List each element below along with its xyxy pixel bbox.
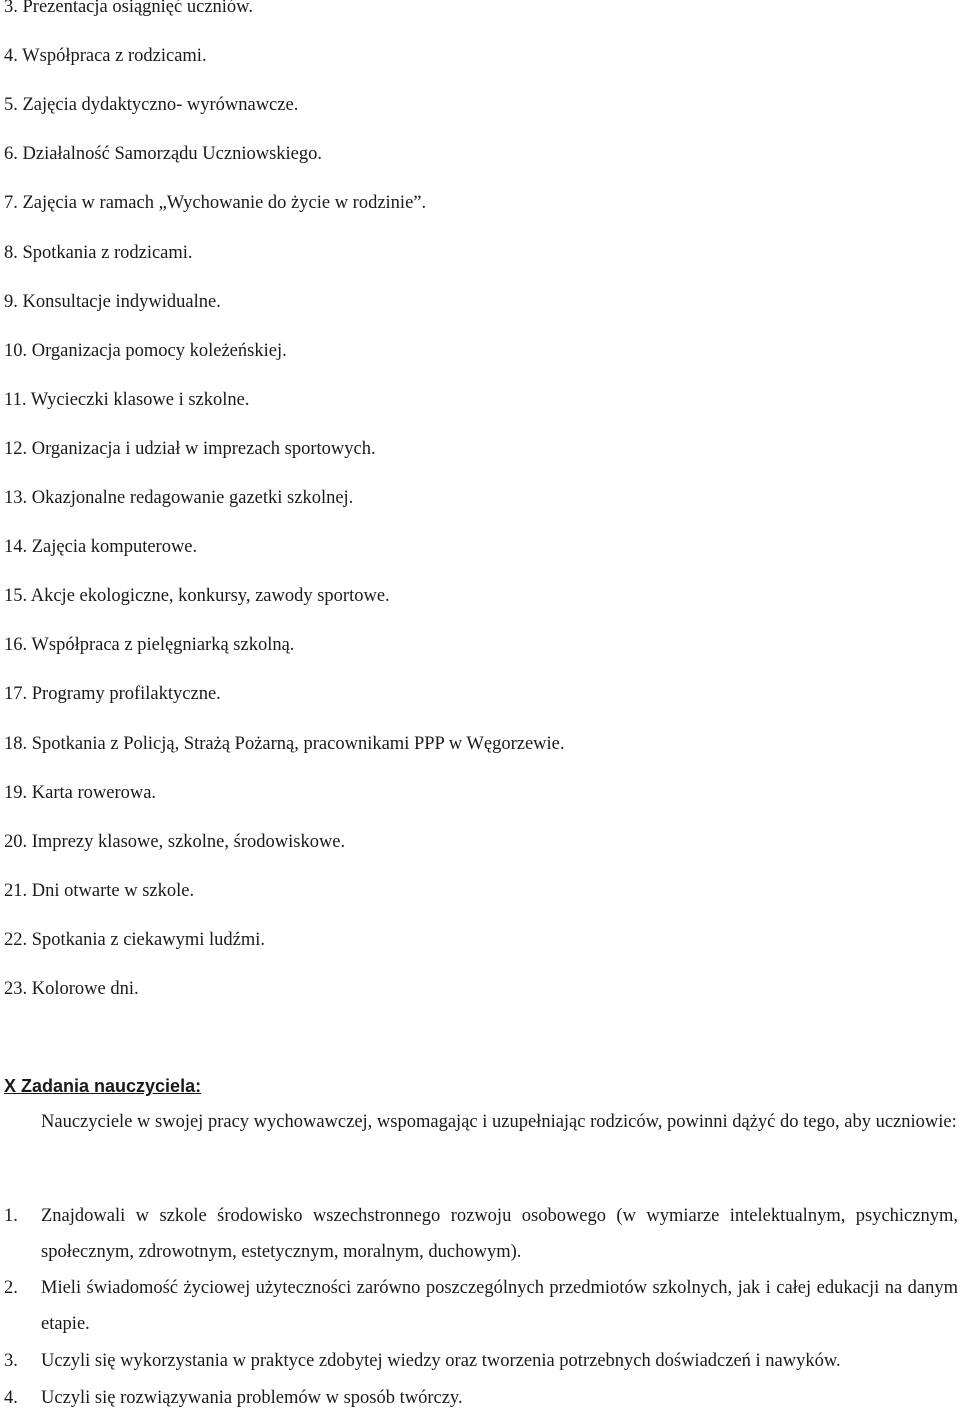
list-item-number: 19. — [4, 782, 28, 803]
list-item-text: Spotkania z ciekawymi ludźmi. — [31, 929, 265, 950]
list-item — [4, 929, 265, 951]
list-item-number: 16. — [4, 635, 28, 656]
list-item-text: Organizacja i udział w imprezach sportowych. — [31, 438, 376, 459]
list-item — [4, 487, 353, 509]
list-item — [4, 978, 139, 1000]
list-item — [4, 242, 193, 264]
list-item-number: 9. — [4, 291, 18, 312]
list-item-text: Zajęcia dydaktyczno- wyrównawcze. — [22, 95, 299, 116]
task-text: Uczyli się rozwiązywania problemów w sposób twórczy. — [41, 1388, 463, 1408]
list-item — [4, 683, 221, 705]
task-number: 4. — [4, 1388, 18, 1408]
list-item — [4, 585, 390, 607]
task-item — [4, 1343, 958, 1379]
list-item — [4, 438, 376, 460]
task-item — [4, 1270, 958, 1342]
list-item-text: Imprezy klasowe, szkolne, środowiskowe. — [31, 831, 346, 852]
list-item-text: Karta rowerowa. — [31, 782, 157, 803]
list-item-number: 18. — [4, 733, 28, 754]
list-item-number: 4. — [4, 46, 18, 67]
list-item-number: 7. — [4, 193, 18, 214]
list-item-number: 17. — [4, 684, 28, 705]
list-item-text: Wycieczki klasowe i szkolne. — [30, 389, 250, 410]
task-text: Znajdowali w szkole środowisko wszechstronnego rozwoju osobowego (w wymiarze intelektualnym, psychicznym, społecznym, zdrowotnym, estetycznym, moralnym, duchowym). — [41, 1206, 958, 1262]
list-item-text: Akcje ekologiczne, konkursy, zawody sportowe. — [30, 586, 390, 607]
list-item — [4, 192, 426, 214]
list-item-text: Programy profilaktyczne. — [31, 684, 221, 705]
list-item-text: Spotkania z rodzicami. — [22, 242, 193, 263]
list-item-number: 15. — [4, 586, 28, 607]
list-item — [4, 45, 207, 67]
list-item — [4, 389, 250, 411]
list-item — [4, 880, 194, 902]
list-item-number: 3. — [4, 0, 18, 17]
list-item-number: 20. — [4, 831, 28, 852]
task-number: 3. — [4, 1351, 18, 1371]
task-text: Uczyli się wykorzystania w praktyce zdobytej wiedzy oraz tworzenia potrzebnych doświadczeń i nawyków. — [41, 1351, 841, 1371]
list-item — [4, 634, 294, 656]
list-item-number: 11. — [4, 389, 27, 410]
list-item-number: 23. — [4, 979, 28, 999]
list-item-text: Dni otwarte w szkole. — [31, 880, 195, 901]
list-item-number: 13. — [4, 488, 28, 508]
list-item — [4, 536, 197, 558]
list-item-number: 10. — [4, 340, 28, 361]
list-item-number: 21. — [4, 880, 28, 901]
list-item-text: Okazjonalne redagowanie gazetki szkolnej. — [31, 488, 354, 508]
task-number: 2. — [4, 1278, 18, 1298]
list-item-number: 22. — [4, 929, 28, 950]
list-item-text: Konsultacje indywidualne. — [22, 291, 221, 312]
list-item — [4, 733, 565, 755]
list-item — [4, 340, 287, 362]
task-item — [4, 1198, 958, 1270]
list-item-number: 5. — [4, 95, 18, 116]
task-text: Mieli świadomość życiowej użyteczności zarówno poszczególnych przedmiotów szkolnych, jak i całej edukacji na danym etapie. — [41, 1278, 958, 1334]
list-item-text: Współpraca z rodzicami. — [22, 46, 207, 67]
list-item-number: 6. — [4, 144, 18, 165]
list-item-text: Działalność Samorządu Uczniowskiego. — [22, 144, 323, 165]
list-item-text: Współpraca z pielęgniarką szkolną. — [31, 635, 295, 656]
list-item — [4, 831, 345, 853]
list-item — [4, 291, 221, 313]
task-item — [4, 1380, 958, 1416]
list-item — [4, 143, 322, 165]
list-item-text: Zajęcia komputerowe. — [31, 537, 198, 558]
list-item-text: Organizacja pomocy koleżeńskiej. — [31, 340, 287, 361]
list-item-text: Prezentacja osiągnięć uczniów. — [22, 0, 253, 17]
list-item — [4, 94, 298, 116]
list-item-number: 8. — [4, 242, 18, 263]
section-intro: Nauczyciele w swojej pracy wychowawczej, wspomagając i uzupełniając rodziców, powinni dążyć do tego, aby uczniowie: — [41, 1112, 957, 1132]
section-heading: X Zadania nauczyciela: — [4, 1076, 202, 1096]
list-item-text: Spotkania z Policją, Strażą Pożarną, pracownikami PPP w Węgorzewie. — [31, 733, 565, 754]
list-item — [4, 0, 253, 18]
list-item-number: 14. — [4, 537, 28, 558]
list-item — [4, 782, 156, 804]
task-number: 1. — [4, 1206, 18, 1226]
list-item-text: Kolorowe dni. — [31, 979, 139, 999]
list-item-text: Zajęcia w ramach „Wychowanie do życie w rodzinie”. — [22, 193, 427, 214]
list-item-number: 12. — [4, 438, 28, 459]
